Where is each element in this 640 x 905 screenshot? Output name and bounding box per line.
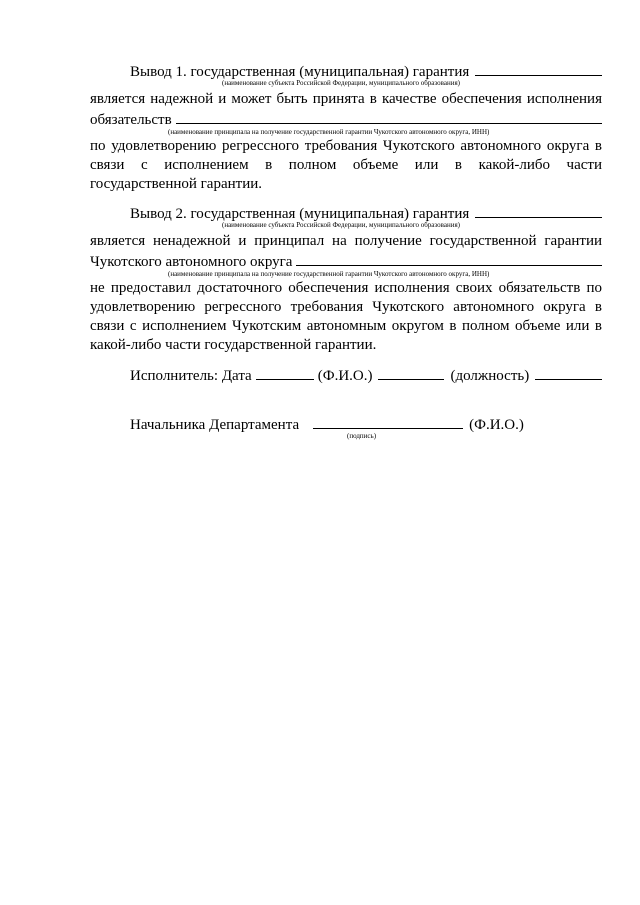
fio-blank	[378, 365, 444, 380]
principal-name-blank	[176, 109, 602, 124]
obligations-label: обязательств	[90, 112, 172, 128]
subject-name-blank	[475, 61, 602, 76]
conclusion-2-line-5: удовлетворению регрессного требования Чукотского автономного округа в	[90, 299, 602, 315]
conclusion-2-line-6: связи с исполнением Чукотским автономным округом в полном объеме или в	[90, 318, 602, 334]
subject-name-note: (наименование субъекта Российской Федерации, муниципального образования)	[222, 79, 460, 87]
date-blank	[256, 365, 314, 380]
conclusion-1-lead: Вывод 1. государственная (муниципальная) гарантия	[130, 64, 470, 80]
conclusion-2	[90, 203, 602, 355]
conclusion-2-line-4: не предоставил достаточного обеспечения исполнения своих обязательств по	[90, 280, 602, 296]
conclusion-1-line-3	[90, 109, 602, 128]
head-fio: (Ф.И.О.)	[469, 417, 524, 433]
chukotka-label: Чукотского автономного округа	[90, 254, 293, 270]
head-row	[90, 414, 602, 433]
executor-line	[90, 365, 602, 384]
conclusion-1-lead-line	[90, 61, 602, 80]
signature-note: (подпись)	[347, 432, 377, 440]
subject-name-note-2: (наименование субъекта Российской Федерации, муниципального образования)	[222, 221, 460, 229]
executor-position: (должность)	[450, 368, 530, 384]
principal-name-blank-2	[296, 251, 602, 266]
conclusion-1-line-5: связи с исполнением в полном объеме или в какой-либо части	[90, 157, 602, 173]
principal-name-note-2: (наименование принципала на получение государственной гарантии Чукотского автономного округа, ИНН)	[168, 270, 490, 278]
executor-label: Исполнитель: Дата	[130, 368, 252, 384]
position-blank	[535, 365, 602, 380]
conclusion-2-line-3	[90, 251, 602, 270]
conclusion-1-line-2: является надежной и может быть принята в качестве обеспечения исполнения	[90, 91, 602, 107]
head-signature-line	[90, 414, 602, 440]
executor-fio: (Ф.И.О.)	[317, 368, 373, 384]
conclusion-1-line-4: по удовлетворению регрессного требования Чукотского автономного округа в	[90, 138, 602, 154]
principal-name-note: (наименование принципала на получение государственной гарантии Чукотского автономного округа, ИНН)	[168, 128, 490, 136]
subject-name-blank-2	[475, 203, 602, 218]
conclusion-2-lead-line	[90, 203, 602, 222]
executor-row	[90, 365, 602, 384]
conclusion-2-lead: Вывод 2. государственная (муниципальная) гарантия	[130, 206, 470, 222]
conclusion-1-line-6: государственной гарантии.	[90, 176, 263, 192]
conclusion-2-line-2: является ненадежной и принципал на получение государственной гарантии	[90, 233, 602, 249]
head-label: Начальника Департамента	[130, 417, 300, 433]
signature-blank	[313, 414, 463, 429]
conclusion-2-line-7: какой-либо части государственной гарантии.	[90, 337, 377, 353]
conclusion-1	[90, 61, 602, 194]
